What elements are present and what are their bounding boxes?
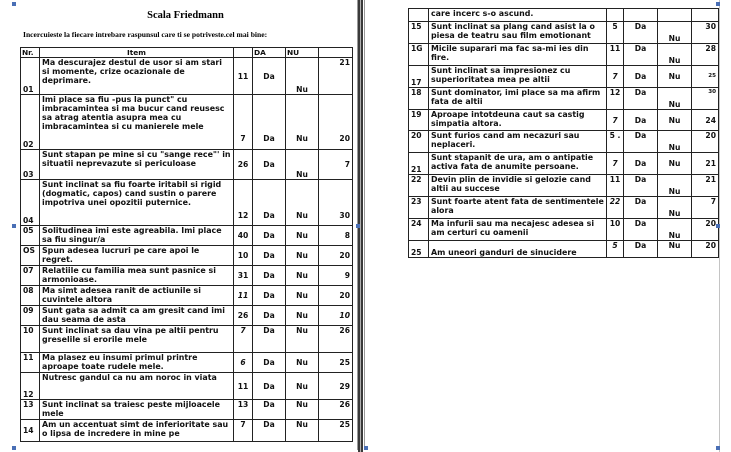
table-row xyxy=(21,326,353,353)
row-value: 21 xyxy=(319,58,353,95)
row-item-text: Sunt dominator, imi place sa ma afirm fata de altii xyxy=(429,88,607,110)
row-score: 11 xyxy=(607,175,624,197)
row-item-text: Sunt inclinat sa fiu foarte iritabil si rigid (dogmatic, capos) cand sustin o parere impotriva unei opozitii puternice. xyxy=(40,180,234,226)
table-row xyxy=(21,226,353,246)
row-nu-option[interactable]: Nu xyxy=(658,241,692,258)
row-number: OS xyxy=(21,246,40,266)
row-da-option[interactable]: Da xyxy=(624,22,658,44)
row-item-text: Devin plin de invidie si gelozie cand altii au succese xyxy=(429,175,607,197)
row-nu-option[interactable]: Nu xyxy=(286,95,319,150)
row-nu-option[interactable]: Nu xyxy=(286,306,319,326)
row-item-text: Ma plasez eu insumi primul printre aproape toate rudele mele. xyxy=(40,353,234,373)
row-score: 26 xyxy=(234,306,253,326)
row-nu-option[interactable]: Nu xyxy=(658,219,692,241)
row-value: 30 xyxy=(319,180,353,226)
resize-handle[interactable] xyxy=(364,446,368,450)
row-score: 11 xyxy=(234,58,253,95)
header-value xyxy=(319,48,353,58)
row-nu-option[interactable]: Nu xyxy=(286,180,319,226)
row-item-text: Sunt stapan pe mine si cu "sange rece"' in situatii neprevazute si periculoase xyxy=(40,150,234,180)
row-number: 12 xyxy=(21,373,40,400)
row-item-text: Sunt inclinat sa traiesc peste mijloacele mele xyxy=(40,400,234,420)
row-score: 7 xyxy=(607,110,624,131)
row-item-text: Sunt inclinat sa dau vina pe altii pentru greselile si erorile mele xyxy=(40,326,234,353)
row-nu-option[interactable]: Nu xyxy=(286,226,319,246)
row-score: 7 xyxy=(234,420,253,442)
row-score: 26 xyxy=(234,150,253,180)
row-number: 11 xyxy=(21,353,40,373)
row-score: 10 xyxy=(234,246,253,266)
row-score: 22 xyxy=(607,197,624,219)
row-item-text: Sunt furios cand am necazuri sau neplaceri. xyxy=(429,131,607,153)
table-row xyxy=(21,420,353,442)
header-da: DA xyxy=(253,48,286,58)
row-value: 9 xyxy=(319,266,353,286)
row-number: 05 xyxy=(21,226,40,246)
row-value: 30 xyxy=(692,22,719,44)
questionnaire-table-right xyxy=(408,8,719,258)
row-da-option[interactable]: Da xyxy=(253,246,286,266)
row-nu-option[interactable]: Nu xyxy=(286,266,319,286)
table-row xyxy=(21,400,353,420)
resize-handle[interactable] xyxy=(356,224,360,228)
row-score: 7 xyxy=(234,95,253,150)
row-score: 13 xyxy=(234,400,253,420)
row-item-text: Spun adesea lucruri pe care apoi le regret. xyxy=(40,246,234,266)
resize-handle[interactable] xyxy=(12,2,16,6)
document-title: Scala Friedmann xyxy=(147,10,224,21)
row-nu-option[interactable]: Nu xyxy=(658,197,692,219)
row-da-option[interactable]: Da xyxy=(253,373,286,400)
row-value: 28 xyxy=(692,44,719,66)
table-row xyxy=(21,246,353,266)
table-row xyxy=(409,153,719,175)
row-value: 20 xyxy=(692,219,719,241)
row-da-option[interactable]: Da xyxy=(253,226,286,246)
row-number: 19 xyxy=(409,110,429,131)
row-da-option[interactable]: Da xyxy=(624,175,658,197)
row-value: 20 xyxy=(319,95,353,150)
row-number: 21 xyxy=(409,153,429,175)
row-da-option[interactable]: Da xyxy=(253,180,286,226)
row-item-text: Aproape intotdeuna caut sa castig simpatia altora. xyxy=(429,110,607,131)
row-score: 11 xyxy=(607,44,624,66)
resize-handle[interactable] xyxy=(12,446,16,450)
row-number: 24 xyxy=(409,219,429,241)
row-item-text: Sunt stapanit de ura, am o antipatie activa fata de anumite persoane. xyxy=(429,153,607,175)
row-score: 5 xyxy=(607,22,624,44)
row-value: 20 xyxy=(692,131,719,153)
table-row xyxy=(409,175,719,197)
row-da-option[interactable]: Da xyxy=(624,88,658,110)
table-row xyxy=(409,110,719,131)
row-number: 03 xyxy=(21,150,40,180)
row-item-text: Ma simt adesea ranit de actiunile si cuvintele altora xyxy=(40,286,234,306)
table-row xyxy=(21,373,353,400)
row-item-text: Imi place sa fiu -pus la punct" cu imbracamintea si ma bucur cand reusesc sa atrag atentia asupra mea cu imbracamintea si cu manierele mele xyxy=(40,95,234,150)
row-item-text: Ma infurii sau ma necajesc adesea si am certuri cu oamenii xyxy=(429,219,607,241)
row-da-option[interactable]: Da xyxy=(624,66,658,88)
row-score xyxy=(607,9,624,22)
row-value: 7 xyxy=(319,150,353,180)
row-number: 08 xyxy=(21,286,40,306)
row-da-option[interactable] xyxy=(624,9,658,22)
row-nu-option[interactable]: Nu xyxy=(658,66,692,88)
row-nu-option[interactable]: Nu xyxy=(658,153,692,175)
row-item-text: Relatiile cu familia mea sunt pasnice si armonioase. xyxy=(40,266,234,286)
row-da-option[interactable]: Da xyxy=(624,110,658,131)
table-row xyxy=(21,95,353,150)
row-value: 29 xyxy=(319,373,353,400)
row-item-text: Sunt inclinat sa plang cand asist la o piesa de teatru sau film emotionant xyxy=(429,22,607,44)
header-score xyxy=(234,48,253,58)
document-page-right xyxy=(364,0,720,450)
row-da-option[interactable]: Da xyxy=(624,197,658,219)
row-score: 40 xyxy=(234,226,253,246)
table-row xyxy=(409,131,719,153)
resize-handle[interactable] xyxy=(12,224,16,228)
row-value: 26 xyxy=(319,326,353,353)
row-value: 20 xyxy=(692,241,719,258)
row-score: 7 xyxy=(607,153,624,175)
row-number: 23 xyxy=(409,197,429,219)
row-value: 25 xyxy=(319,353,353,373)
table-row xyxy=(409,9,719,22)
row-number: 15 xyxy=(409,22,429,44)
resize-handle[interactable] xyxy=(716,446,720,450)
row-number: 25 xyxy=(409,241,429,258)
row-value: 24 xyxy=(692,110,719,131)
row-number: 1G xyxy=(409,44,429,66)
row-da-option[interactable]: Da xyxy=(253,326,286,353)
row-nu-option[interactable]: Nu xyxy=(658,175,692,197)
table-row xyxy=(409,88,719,110)
row-value: 7 xyxy=(692,197,719,219)
row-item-text: Nutresc gandul ca nu am noroc in viata xyxy=(40,373,234,400)
row-da-option[interactable]: Da xyxy=(624,131,658,153)
row-nu-option[interactable]: Nu xyxy=(286,286,319,306)
row-nu-option[interactable]: Nu xyxy=(658,22,692,44)
row-value: 21 xyxy=(692,153,719,175)
table-row xyxy=(21,306,353,326)
row-number: 01 xyxy=(21,58,40,95)
header-nr: Nr. xyxy=(21,48,40,58)
row-item-text: Sunt gata sa admit ca am gresit cand imi dau seama de asta xyxy=(40,306,234,326)
row-number: 02 xyxy=(21,95,40,150)
row-nu-option[interactable]: Nu xyxy=(658,88,692,110)
row-nu-option[interactable]: Nu xyxy=(286,420,319,442)
row-value: 10 xyxy=(319,306,353,326)
table-row xyxy=(21,286,353,306)
table-row xyxy=(21,180,353,226)
row-value: 20 xyxy=(319,246,353,266)
row-value xyxy=(692,9,719,22)
row-score: 12 xyxy=(234,180,253,226)
row-number: 07 xyxy=(21,266,40,286)
resize-handle[interactable] xyxy=(716,2,720,6)
table-row xyxy=(409,241,719,258)
row-score: 5 . xyxy=(607,131,624,153)
document-page-left xyxy=(14,0,358,450)
page-edge-line xyxy=(360,0,361,452)
resize-handle[interactable] xyxy=(716,224,720,228)
row-item-text: Ma descurajez destul de usor si am stari si momente, crize ocazionale de deprimare. xyxy=(40,58,234,95)
row-da-option[interactable]: Da xyxy=(253,353,286,373)
row-da-option[interactable]: Da xyxy=(253,306,286,326)
row-da-option[interactable]: Da xyxy=(253,266,286,286)
row-score: 6 xyxy=(234,353,253,373)
row-number: 22 xyxy=(409,175,429,197)
row-da-option[interactable]: Da xyxy=(624,241,658,258)
row-nu-option[interactable]: Nu xyxy=(286,400,319,420)
row-nu-option[interactable]: Nu xyxy=(286,326,319,353)
table-row xyxy=(21,266,353,286)
row-number: 04 xyxy=(21,180,40,226)
row-nu-option[interactable]: Nu xyxy=(286,150,319,180)
row-score: 5 xyxy=(607,241,624,258)
row-number: 18 xyxy=(409,88,429,110)
row-da-option[interactable]: Da xyxy=(253,58,286,95)
row-nu-option[interactable]: Nu xyxy=(286,353,319,373)
header-nu: NU xyxy=(286,48,319,58)
row-score: 11 xyxy=(234,373,253,400)
row-da-option[interactable]: Da xyxy=(624,219,658,241)
row-da-option[interactable]: Da xyxy=(624,153,658,175)
questionnaire-table-left xyxy=(20,47,353,442)
row-da-option[interactable]: Da xyxy=(253,150,286,180)
row-da-option[interactable]: Da xyxy=(253,286,286,306)
row-nu-option[interactable]: Nu xyxy=(658,44,692,66)
table-row xyxy=(21,353,353,373)
table-row xyxy=(409,44,719,66)
row-value: 8 xyxy=(319,226,353,246)
table-header-row xyxy=(21,48,353,58)
table-row xyxy=(21,58,353,95)
row-number: 17 xyxy=(409,66,429,88)
row-score: 7 xyxy=(607,66,624,88)
table-row xyxy=(409,197,719,219)
row-nu-option[interactable]: Nu xyxy=(286,58,319,95)
row-score: 10 xyxy=(607,219,624,241)
row-number xyxy=(409,9,429,22)
instruction-text: Incercuieste la fiecare intrebare raspunsul care ti se potriveste.cel mai bine: xyxy=(23,30,268,39)
row-da-option[interactable]: Da xyxy=(624,44,658,66)
row-item-text: Micile suparari ma fac sa-mi ies din fire. xyxy=(429,44,607,66)
row-value: 21 xyxy=(692,175,719,197)
row-nu-option[interactable]: Nu xyxy=(658,110,692,131)
row-item-text: Sunt foarte atent fata de sentimentele alora xyxy=(429,197,607,219)
row-item-text: Am un accentuat simt de inferioritate sau o lipsa de incredere in mine pe xyxy=(40,420,234,442)
row-number: 20 xyxy=(409,131,429,153)
row-item-text: care incerc s-o ascund. xyxy=(429,9,607,22)
header-item: Item xyxy=(40,48,234,58)
row-nu-option[interactable]: Nu xyxy=(286,246,319,266)
row-item-text: Solitudinea imi este agreabila. Imi place sa fiu singur/a xyxy=(40,226,234,246)
table-row xyxy=(409,219,719,241)
row-value: 30 xyxy=(692,88,719,110)
row-nu-option[interactable]: Nu xyxy=(658,131,692,153)
row-value: 25 xyxy=(692,66,719,88)
row-da-option[interactable]: Da xyxy=(253,420,286,442)
row-item-text: Sunt inclinat sa impresionez cu superioritatea mea pe altii xyxy=(429,66,607,88)
row-item-text: Am uneori ganduri de sinucidere xyxy=(429,241,607,258)
row-score: 31 xyxy=(234,266,253,286)
row-da-option[interactable]: Da xyxy=(253,400,286,420)
row-nu-option[interactable]: Nu xyxy=(286,373,319,400)
table-row xyxy=(21,150,353,180)
row-number: 13 xyxy=(21,400,40,420)
table-row xyxy=(409,22,719,44)
row-score: 12 xyxy=(607,88,624,110)
row-value: 20 xyxy=(319,286,353,306)
row-score: 11 xyxy=(234,286,253,306)
row-da-option[interactable]: Da xyxy=(253,95,286,150)
row-value: 25 xyxy=(319,420,353,442)
row-score: 7 xyxy=(234,326,253,353)
row-number: 09 xyxy=(21,306,40,326)
row-value: 26 xyxy=(319,400,353,420)
row-nu-option[interactable] xyxy=(658,9,692,22)
table-row xyxy=(409,66,719,88)
row-number: 10 xyxy=(21,326,40,353)
row-number: 14 xyxy=(21,420,40,442)
